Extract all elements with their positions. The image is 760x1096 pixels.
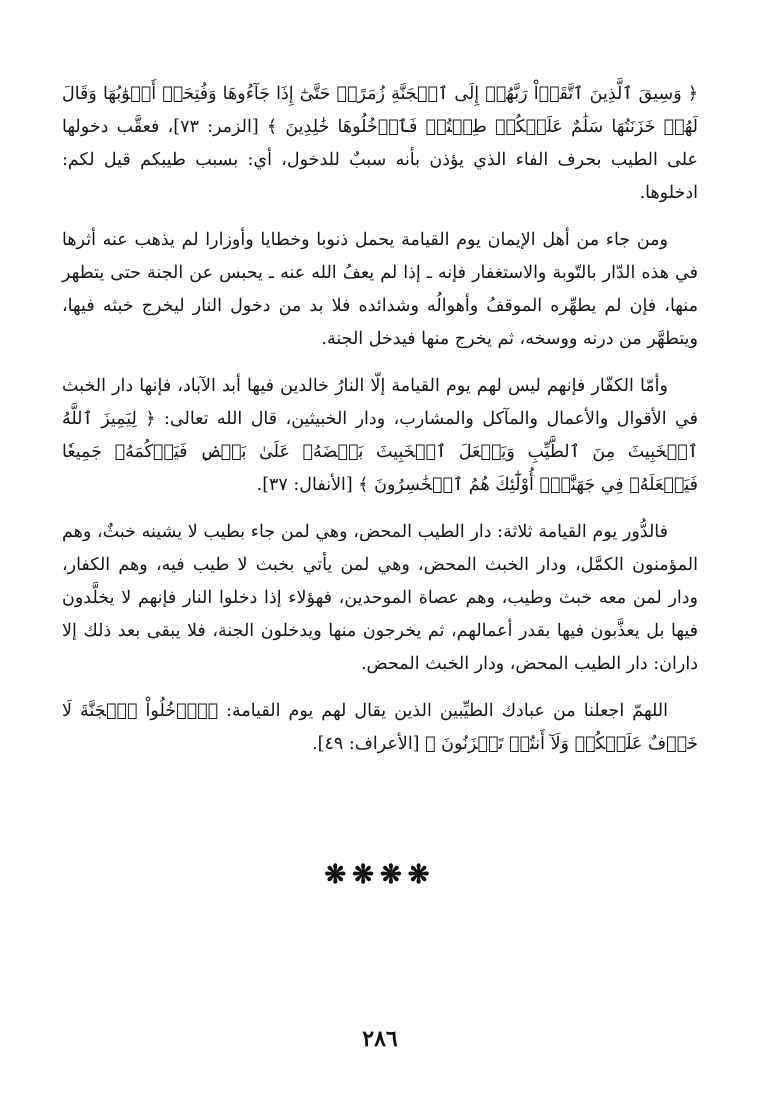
paragraph-3: وأمّا الكفّار فإنهم ليس لهم يوم القيامة إلّا النارُ خالدين فيها أبد الآباد، فإنها دار الخبث في الأقوال والأعمال والمآكل والمشارب، ودار الخبيثين، قال الله تعالى: ﴿ لِيَمِيزَ ٱللَّهُ ٱلۡخَبِيثَ مِنَ ٱلطَّيِّبِ وَيَجۡعَلَ ٱلۡخَبِيثَ بَعۡضَهُۥ عَلَىٰ بَعۡضٖ فَيَرۡكُمَهُۥ جَمِيعٗا فَيَجۡعَلَهُۥ فِي جَهَنَّمَۚ أُوْلَٰٓئِكَ هُمُ ٱلۡخَٰسِرُونَ ﴾ [الأنفال: ٣٧]. [62, 376, 698, 495]
page-number: ٢٨٦ [362, 1026, 398, 1052]
section-separator: ❋❋❋❋ [324, 860, 436, 890]
paragraph-4: فالدُّور يوم القيامة ثلاثة: دار الطيب المحض، وهي لمن جاء بطيب لا يشينه خبثٌ، وهم المؤمنون الكمَّل، ودار الخبث المحض، وهي لمن يأتي بخبث لا طيب فيه، وهم الكفار، ودار لمن معه خبث وطيب، وهم عصاة الموحدين، فهؤلاء إذا دخلوا النار فإنهم لا يخلَّدون فيها بل يعذَّبون فيها بقدر أعمالهم، ثم يخرجون منها ويدخلون الجنة، فلا يبقى بعد ذلك إلا داران: دار الطيب المحض، ودار الخبث المحض. [62, 522, 699, 674]
page-body [62, 78, 698, 775]
paragraph-1: ﴿ وَسِيقَ ٱلَّذِينَ ٱتَّقَوۡاْ رَبَّهُمۡ إِلَى ٱلۡجَنَّةِ زُمَرًاۖ حَتَّىٰٓ إِذَا جَآءُوهَا وَفُتِحَتۡ أَبۡوَٰبُهَا وَقَالَ لَهُمۡ خَزَنَتُهَا سَلَٰمٌ عَلَيۡكُمۡ طِبۡتُمۡ فَٱدۡخُلُوهَا خَٰلِدِينَ ﴾ [الزمر: ٧٣]، فعقَّب دخولها على الطيب بحرف الفاء الذي يؤذن بأنه سببٌ للدخول، أي: بسبب طيبكم قيل لكم: ادخلوها. [62, 84, 698, 203]
paragraph-5: اللهمّ اجعلنا من عبادك الطيِّبين الذين يقال لهم يوم القيامة: ﴿ٱدۡخُلُواْ ٱلۡجَنَّةَ لَا خَوۡفٌ عَلَيۡكُمۡ وَلَآ أَنتُمۡ تَحۡزَنُونَ ﴾ [الأعراف: ٤٩]. [62, 701, 698, 754]
paragraph-2: ومن جاء من أهل الإيمان يوم القيامة يحمل ذنوبا وخطايا وأوزارا لم يذهب عنه أثرها في هذه الدّار بالتّوبة والاستغفار فإنه ـ إذا لم يعفُ الله عنه ـ يحبس عن الجنة حتى يتطهر منها، فإن لم يطهِّره الموقفُ وأهوالُه وشدائده فلا بد من دخول النار ليخرج خبثه فيها، ويتطهَّر من درنه ووسخه، ثم يخرج منها فيدخل الجنة. [62, 230, 698, 349]
